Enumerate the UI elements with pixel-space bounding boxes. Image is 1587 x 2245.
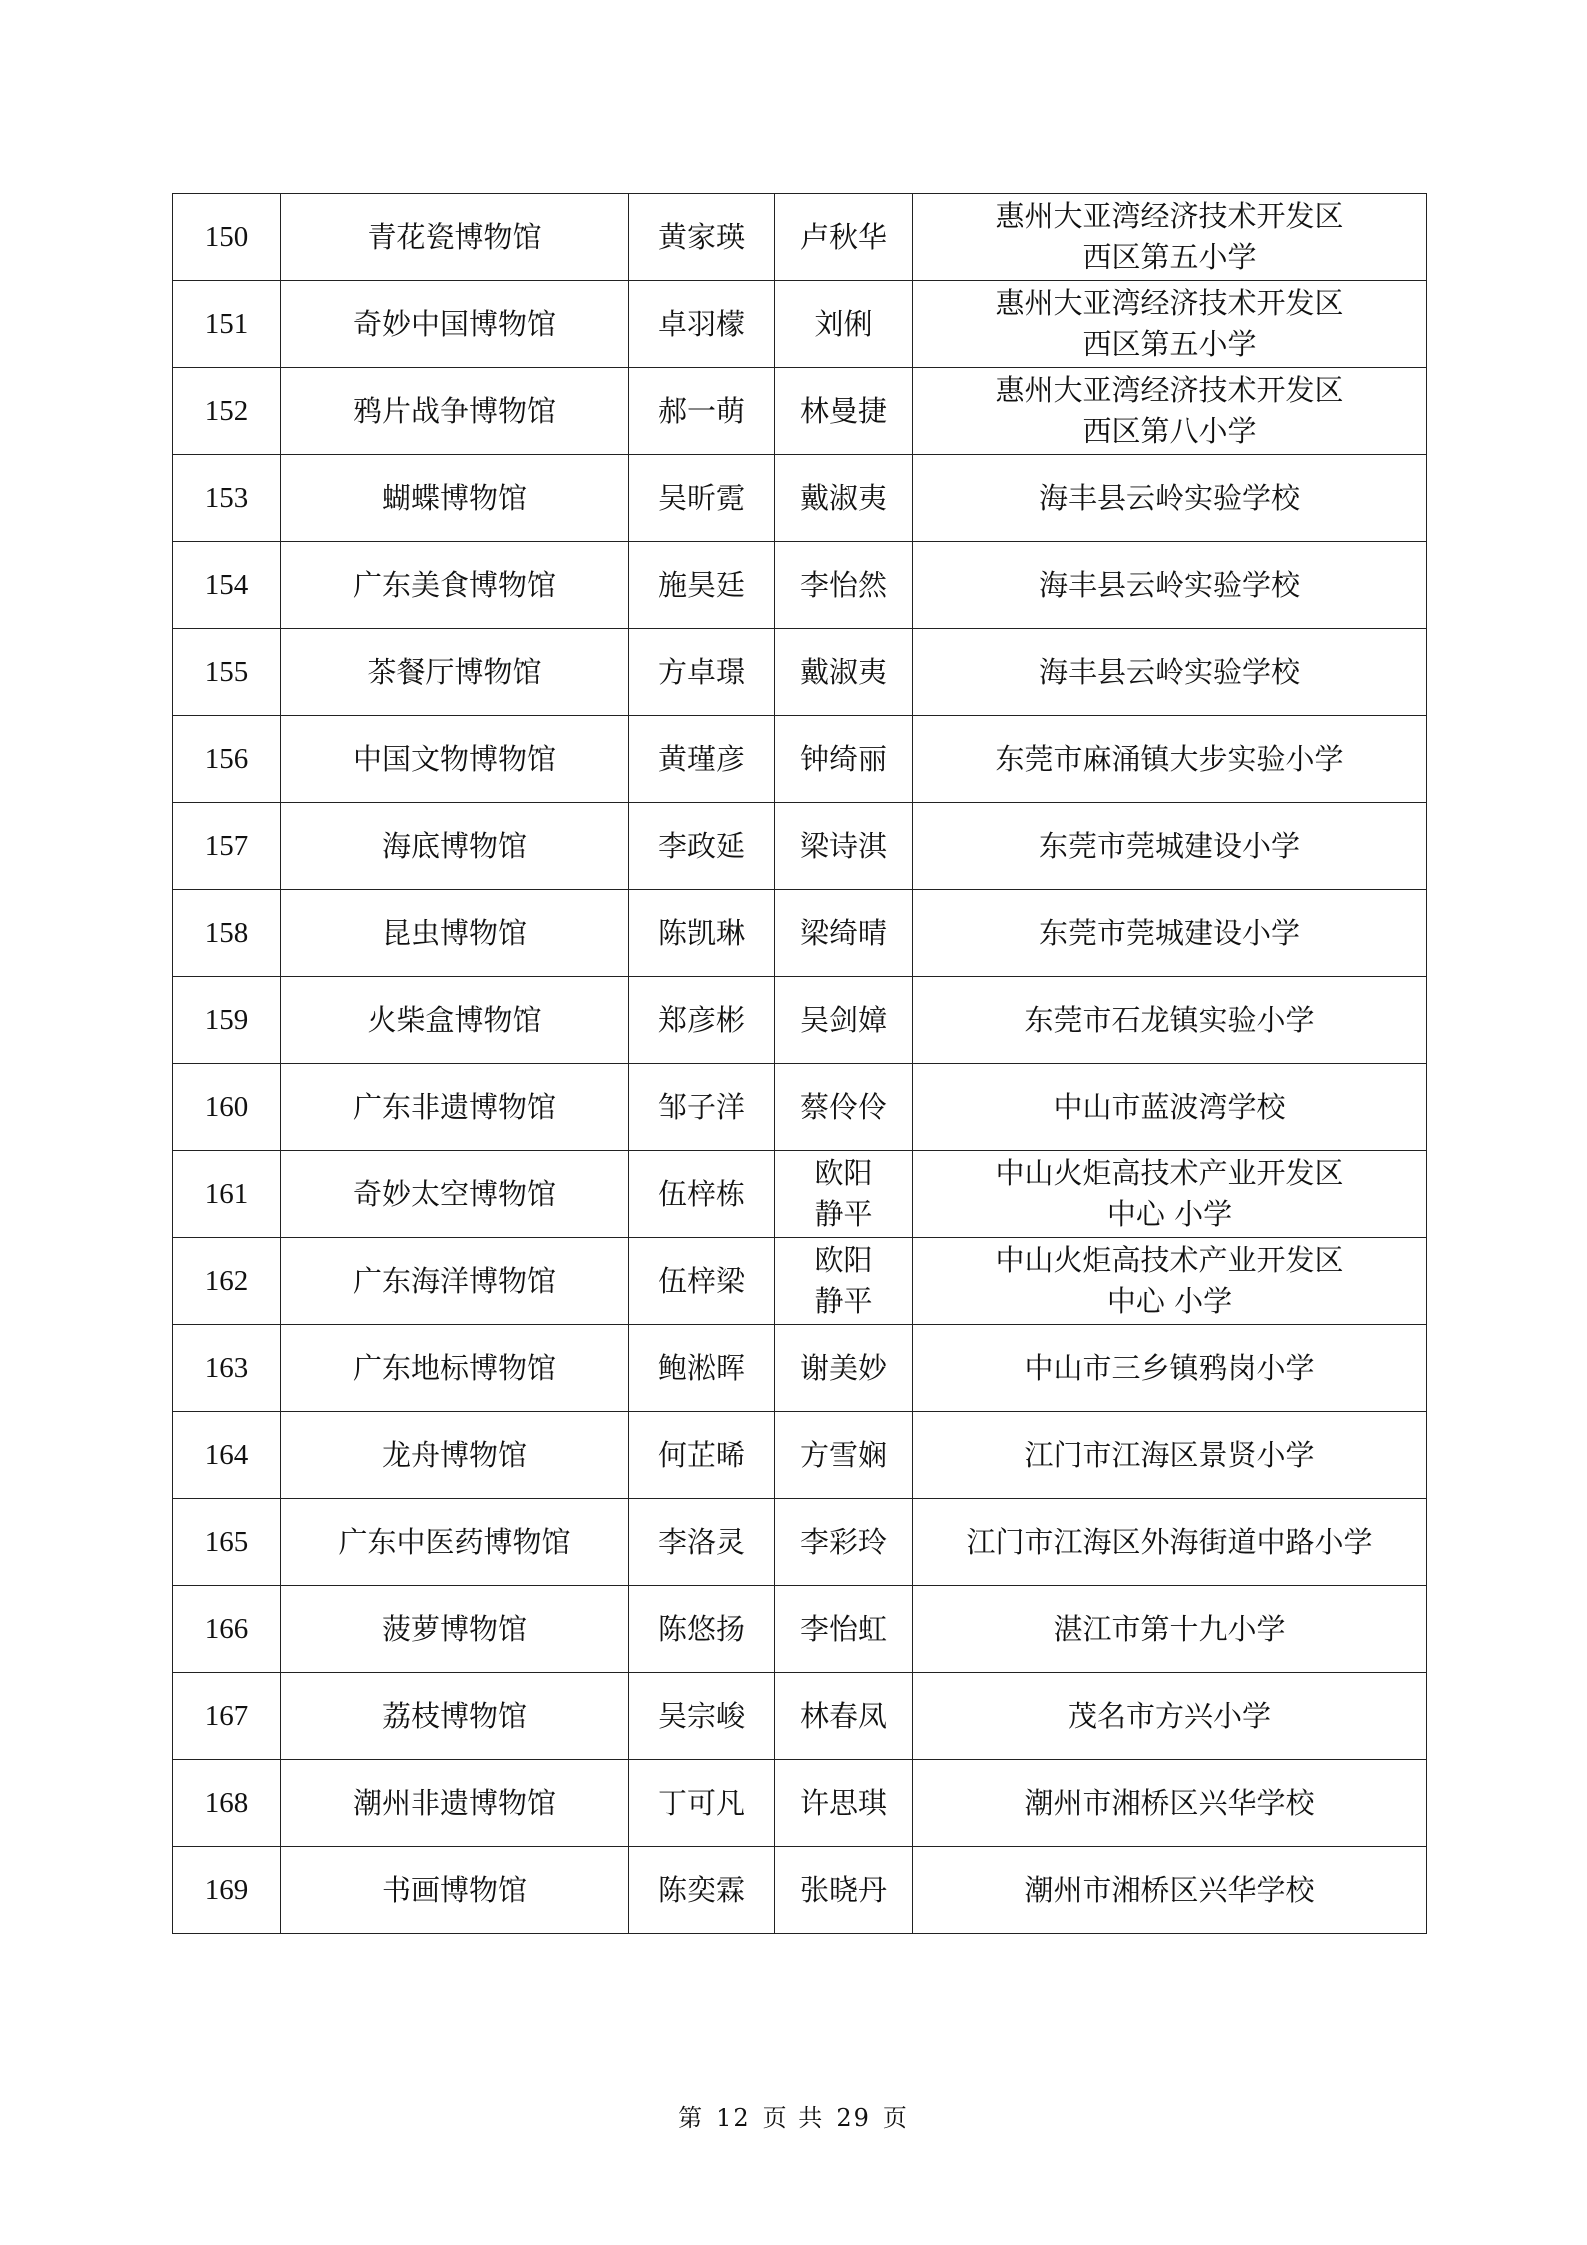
- teacher-name-cell-line: 李怡然: [799, 567, 887, 602]
- student-name-cell: 吴宗峻: [629, 1673, 775, 1760]
- school-name-cell: [913, 1064, 1427, 1151]
- row-number-cell: 164: [173, 1412, 281, 1499]
- teacher-name-cell-line: 梁绮晴: [799, 915, 887, 950]
- museum-name-cell: 广东海洋博物馆: [281, 1238, 629, 1325]
- teacher-name-cell-line: 卢秋华: [799, 219, 887, 254]
- school-name-cell-line: 中心 小学: [1106, 1284, 1233, 1318]
- row-number-cell: 167: [173, 1673, 281, 1760]
- teacher-name-cell-line: 静平: [814, 1284, 873, 1318]
- teacher-name-cell: [775, 1151, 913, 1238]
- school-name-cell: [913, 1760, 1427, 1847]
- teacher-name-cell: [775, 716, 913, 803]
- school-name-cell: [913, 1412, 1427, 1499]
- museum-name-cell: 蝴蝶博物馆: [281, 455, 629, 542]
- teacher-name-cell: [775, 281, 913, 368]
- museum-name-cell: 广东非遗博物馆: [281, 1064, 629, 1151]
- teacher-name-cell-line: 静平: [814, 1197, 873, 1231]
- student-name-cell: 黄家瑛: [629, 194, 775, 281]
- teacher-name-cell: [775, 1412, 913, 1499]
- row-number-cell: 155: [173, 629, 281, 716]
- row-number-cell: 153: [173, 455, 281, 542]
- student-name-cell: 黄瑾彦: [629, 716, 775, 803]
- school-name-cell: [913, 194, 1427, 281]
- school-name-cell-line: 江门市江海区景贤小学: [1024, 1437, 1315, 1472]
- teacher-name-cell: [775, 1499, 913, 1586]
- school-name-cell: [913, 1325, 1427, 1412]
- museum-name-cell: 菠萝博物馆: [281, 1586, 629, 1673]
- table-row: [173, 803, 1427, 890]
- table-row: [173, 542, 1427, 629]
- table-row: [173, 890, 1427, 977]
- school-name-cell-line: 东莞市石龙镇实验小学: [1024, 1002, 1315, 1037]
- student-name-cell: 鲍淞晖: [629, 1325, 775, 1412]
- footer-page-number: 12: [716, 2104, 751, 2132]
- teacher-name-cell-line: 林春凤: [799, 1698, 887, 1733]
- row-number-cell: 161: [173, 1151, 281, 1238]
- museum-name-cell: 茶餐厅博物馆: [281, 629, 629, 716]
- museum-name-cell: 广东地标博物馆: [281, 1325, 629, 1412]
- table-row: [173, 716, 1427, 803]
- teacher-name-cell-line: 李彩玲: [799, 1524, 887, 1559]
- school-name-cell-line: 茂名市方兴小学: [1067, 1698, 1271, 1733]
- row-number-cell: 156: [173, 716, 281, 803]
- teacher-name-cell-line: 钟绮丽: [799, 741, 887, 776]
- teacher-name-cell: [775, 1760, 913, 1847]
- student-name-cell: 邹子洋: [629, 1064, 775, 1151]
- teacher-name-cell: [775, 1847, 913, 1934]
- student-name-cell: 施昊廷: [629, 542, 775, 629]
- school-name-cell: [913, 1151, 1427, 1238]
- museum-name-cell: 鸦片战争博物馆: [281, 368, 629, 455]
- school-name-cell: [913, 1673, 1427, 1760]
- teacher-name-cell-line: 吴剑嫜: [799, 1002, 887, 1037]
- teacher-name-cell-line: 蔡伶伶: [799, 1089, 887, 1124]
- table-row: [173, 1499, 1427, 1586]
- museum-name-cell: 荔枝博物馆: [281, 1673, 629, 1760]
- school-name-cell: [913, 1586, 1427, 1673]
- teacher-name-cell: [775, 890, 913, 977]
- student-name-cell: 郑彦彬: [629, 977, 775, 1064]
- teacher-name-cell: [775, 1325, 913, 1412]
- student-name-cell: 伍梓梁: [629, 1238, 775, 1325]
- table-row: [173, 455, 1427, 542]
- teacher-name-cell-line: 欧阳: [814, 1243, 873, 1277]
- student-name-cell: 丁可凡: [629, 1760, 775, 1847]
- student-name-cell: 陈凯琳: [629, 890, 775, 977]
- museum-name-cell: 海底博物馆: [281, 803, 629, 890]
- school-name-cell-line: 海丰县云岭实验学校: [1038, 480, 1300, 515]
- museum-name-cell: 奇妙太空博物馆: [281, 1151, 629, 1238]
- teacher-name-cell: [775, 629, 913, 716]
- student-name-cell: 伍梓栋: [629, 1151, 775, 1238]
- teacher-name-cell-line: 林曼捷: [799, 393, 887, 428]
- table-row: [173, 1586, 1427, 1673]
- teacher-name-cell: [775, 977, 913, 1064]
- student-name-cell: 陈悠扬: [629, 1586, 775, 1673]
- teacher-name-cell: [775, 455, 913, 542]
- school-name-cell-line: 惠州大亚湾经济技术开发区: [995, 286, 1344, 320]
- school-name-cell: [913, 977, 1427, 1064]
- museum-name-cell: 昆虫博物馆: [281, 890, 629, 977]
- school-name-cell: [913, 368, 1427, 455]
- teacher-name-cell-line: 欧阳: [814, 1156, 873, 1190]
- museum-name-cell: 青花瓷博物馆: [281, 194, 629, 281]
- teacher-name-cell: [775, 1586, 913, 1673]
- school-name-cell-line: 东莞市麻涌镇大步实验小学: [995, 741, 1344, 776]
- table-row: [173, 1760, 1427, 1847]
- school-name-cell-line: 中山市蓝波湾学校: [1053, 1089, 1286, 1124]
- school-name-cell-line: 中山市三乡镇鸦岗小学: [1024, 1350, 1315, 1385]
- teacher-name-cell: [775, 194, 913, 281]
- row-number-cell: 168: [173, 1760, 281, 1847]
- teacher-name-cell-line: 谢美妙: [799, 1350, 887, 1385]
- row-number-cell: 169: [173, 1847, 281, 1934]
- school-name-cell-line: 中山火炬高技术产业开发区: [995, 1243, 1344, 1277]
- table-row: [173, 1412, 1427, 1499]
- row-number-cell: 159: [173, 977, 281, 1064]
- row-number-cell: 150: [173, 194, 281, 281]
- row-number-cell: 157: [173, 803, 281, 890]
- table-row: [173, 194, 1427, 281]
- table-row: [173, 1325, 1427, 1412]
- museum-name-cell: 书画博物馆: [281, 1847, 629, 1934]
- school-name-cell-line: 中心 小学: [1106, 1197, 1233, 1231]
- school-name-cell-line: 西区第五小学: [1082, 327, 1257, 361]
- table-row: [173, 977, 1427, 1064]
- row-number-cell: 151: [173, 281, 281, 368]
- row-number-cell: 163: [173, 1325, 281, 1412]
- table-row: [173, 1064, 1427, 1151]
- student-name-cell: 郝一萌: [629, 368, 775, 455]
- footer-suffix: 页: [882, 2104, 909, 2132]
- footer-total-pages: 29: [836, 2104, 871, 2132]
- teacher-name-cell-line: 张晓丹: [799, 1872, 887, 1907]
- student-name-cell: 何芷晞: [629, 1412, 775, 1499]
- school-name-cell-line: 东莞市莞城建设小学: [1038, 915, 1300, 950]
- school-name-cell-line: 西区第八小学: [1082, 414, 1257, 448]
- teacher-name-cell: [775, 803, 913, 890]
- student-name-cell: 吴昕霓: [629, 455, 775, 542]
- student-name-cell: 陈奕霖: [629, 1847, 775, 1934]
- student-name-cell: 李政延: [629, 803, 775, 890]
- table-row: [173, 1151, 1427, 1238]
- museum-name-cell: 火柴盒博物馆: [281, 977, 629, 1064]
- table-row: [173, 1673, 1427, 1760]
- row-number-cell: 152: [173, 368, 281, 455]
- school-name-cell-line: 潮州市湘桥区兴华学校: [1024, 1785, 1315, 1820]
- school-name-cell-line: 海丰县云岭实验学校: [1038, 654, 1300, 689]
- school-name-cell-line: 西区第五小学: [1082, 240, 1257, 274]
- school-name-cell: [913, 542, 1427, 629]
- school-name-cell-line: 江门市江海区外海街道中路小学: [966, 1524, 1373, 1559]
- school-name-cell-line: 东莞市莞城建设小学: [1038, 828, 1300, 863]
- row-number-cell: 165: [173, 1499, 281, 1586]
- row-number-cell: 166: [173, 1586, 281, 1673]
- school-name-cell-line: 湛江市第十九小学: [1053, 1611, 1286, 1646]
- row-number-cell: 154: [173, 542, 281, 629]
- school-name-cell-line: 惠州大亚湾经济技术开发区: [995, 373, 1344, 407]
- museum-name-cell: 奇妙中国博物馆: [281, 281, 629, 368]
- student-name-cell: 方卓璟: [629, 629, 775, 716]
- museum-name-cell: 广东中医药博物馆: [281, 1499, 629, 1586]
- school-name-cell-line: 中山火炬高技术产业开发区: [995, 1156, 1344, 1190]
- museum-name-cell: 潮州非遗博物馆: [281, 1760, 629, 1847]
- school-name-cell: [913, 1499, 1427, 1586]
- school-name-cell-line: 潮州市湘桥区兴华学校: [1024, 1872, 1315, 1907]
- school-name-cell: [913, 1847, 1427, 1934]
- teacher-name-cell: [775, 1673, 913, 1760]
- table-row: [173, 629, 1427, 716]
- teacher-name-cell: [775, 542, 913, 629]
- row-number-cell: 158: [173, 890, 281, 977]
- school-name-cell: [913, 803, 1427, 890]
- table-body: [173, 194, 1427, 1934]
- museum-name-cell: 龙舟博物馆: [281, 1412, 629, 1499]
- school-name-cell-line: 惠州大亚湾经济技术开发区: [995, 199, 1344, 233]
- museum-name-cell: 中国文物博物馆: [281, 716, 629, 803]
- table-row: [173, 368, 1427, 455]
- teacher-name-cell: [775, 1238, 913, 1325]
- footer-prefix: 第: [678, 2104, 705, 2132]
- footer-middle: 页 共: [762, 2104, 825, 2132]
- school-name-cell: [913, 890, 1427, 977]
- school-name-cell: [913, 1238, 1427, 1325]
- page-footer: [0, 2098, 1587, 2133]
- school-name-cell: [913, 455, 1427, 542]
- teacher-name-cell-line: 李怡虹: [799, 1611, 887, 1646]
- teacher-name-cell: [775, 1064, 913, 1151]
- table-row: [173, 1847, 1427, 1934]
- museum-name-cell: 广东美食博物馆: [281, 542, 629, 629]
- student-name-cell: 李洛灵: [629, 1499, 775, 1586]
- school-name-cell: [913, 281, 1427, 368]
- teacher-name-cell-line: 梁诗淇: [799, 828, 887, 863]
- teacher-name-cell-line: 戴淑夷: [799, 480, 887, 515]
- teacher-name-cell-line: 方雪娴: [799, 1437, 887, 1472]
- student-name-cell: 卓羽檬: [629, 281, 775, 368]
- school-name-cell: [913, 629, 1427, 716]
- row-number-cell: 162: [173, 1238, 281, 1325]
- teacher-name-cell-line: 许思琪: [799, 1785, 887, 1820]
- row-number-cell: 160: [173, 1064, 281, 1151]
- table-row: [173, 1238, 1427, 1325]
- teacher-name-cell-line: 戴淑夷: [799, 654, 887, 689]
- teacher-name-cell: [775, 368, 913, 455]
- school-name-cell: [913, 716, 1427, 803]
- table-row: [173, 281, 1427, 368]
- teacher-name-cell-line: 刘俐: [814, 306, 873, 341]
- school-name-cell-line: 海丰县云岭实验学校: [1038, 567, 1300, 602]
- award-list-table: [172, 193, 1427, 1934]
